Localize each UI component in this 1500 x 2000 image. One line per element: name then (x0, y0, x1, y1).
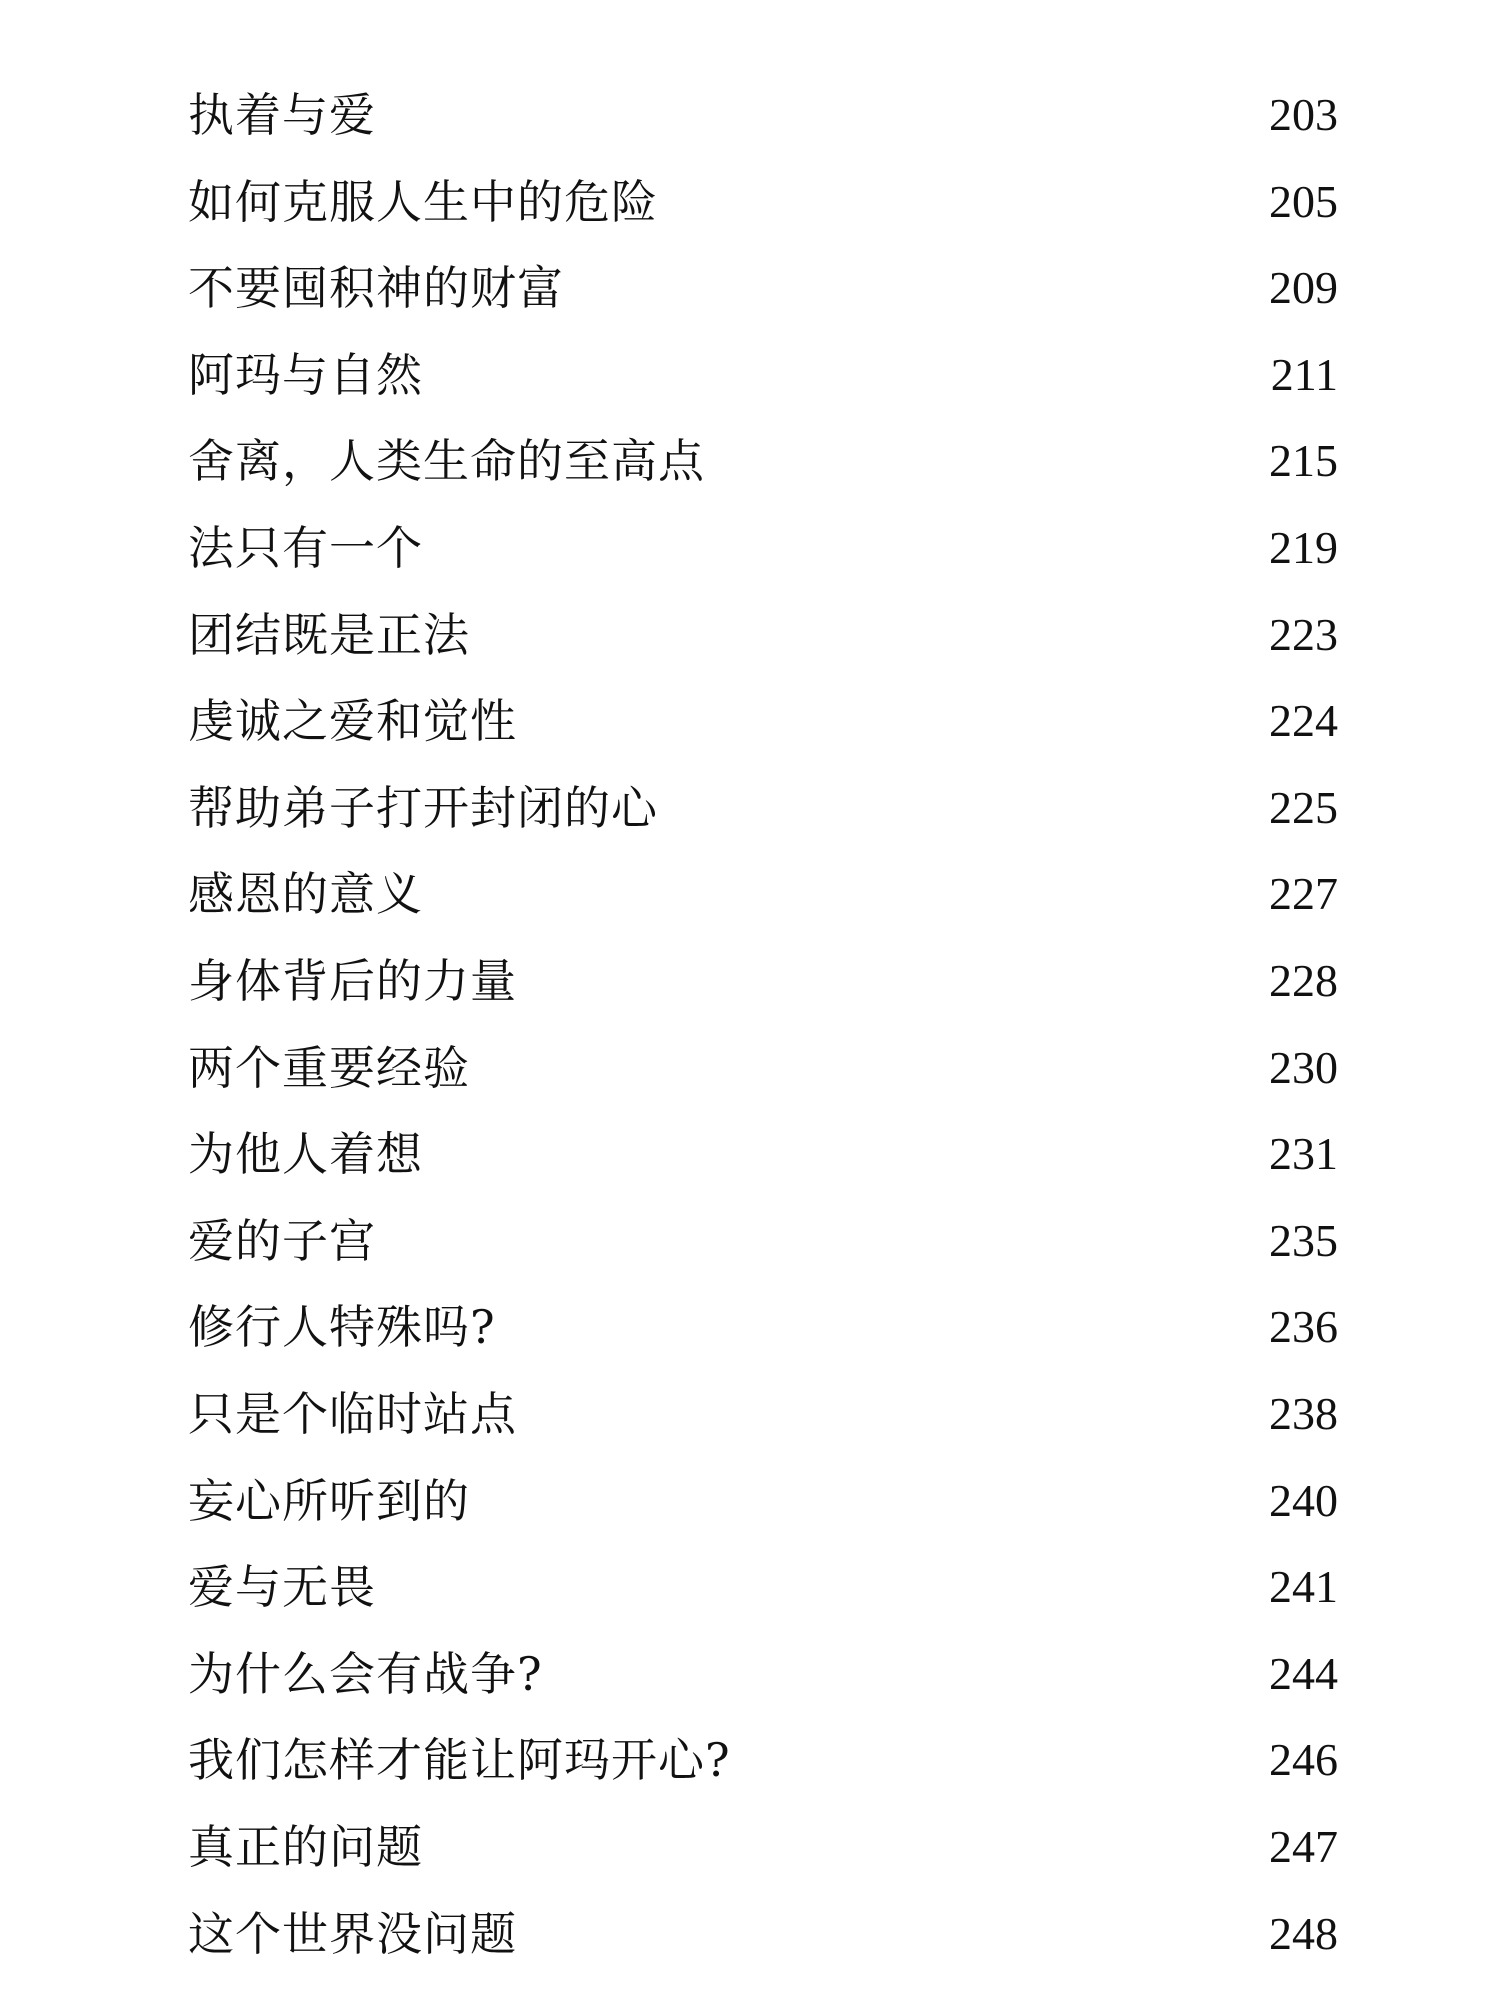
toc-entry-title: 身体背后的力量 (188, 954, 517, 1008)
toc-entry-title: 真正的问题 (188, 1820, 423, 1874)
toc-entry-page-number: 236 (1269, 1301, 1338, 1353)
toc-entry-title: 为什么会有战争? (188, 1646, 543, 1701)
toc-entry-page-number: 231 (1269, 1128, 1338, 1180)
toc-entry-page-number: 247 (1269, 1821, 1338, 1872)
toc-entry-title: 舍离，人类生命的至高点 (188, 434, 705, 489)
toc-entry-page-number: 244 (1269, 1647, 1338, 1699)
toc-entry-page-number: 224 (1269, 695, 1338, 747)
toc-entry (188, 1807, 1338, 1887)
toc-entry-page-number: 228 (1269, 955, 1338, 1006)
toc-entry-page-number: 227 (1269, 868, 1338, 920)
toc-entry (188, 595, 1338, 675)
toc-entry-page-number: 203 (1269, 89, 1338, 140)
toc-entry-title: 团结既是正法 (188, 607, 470, 662)
toc-entry-page-number: 235 (1269, 1214, 1338, 1266)
toc-entry (188, 1720, 1338, 1800)
toc-entry (188, 1201, 1338, 1281)
toc-entry (188, 1461, 1338, 1541)
toc-entry-page-number: 211 (1270, 348, 1338, 400)
toc-entry-title: 爱的子宫 (188, 1213, 376, 1268)
toc-entry-page-number: 230 (1269, 1041, 1338, 1093)
toc-entry-page-number: 241 (1269, 1561, 1338, 1613)
toc-entry-title: 执着与爱 (188, 88, 376, 142)
toc-entry-title: 帮助弟子打开封闭的心 (188, 780, 658, 835)
toc-entry-title: 感恩的意义 (188, 867, 423, 922)
toc-entry (188, 1287, 1338, 1367)
toc-entry (188, 1547, 1338, 1627)
toc-entry-title: 修行人特殊吗? (188, 1300, 496, 1355)
toc-entry (188, 1114, 1338, 1194)
toc-entry-title: 虔诚之爱和觉性 (188, 694, 517, 749)
toc-entry-page-number: 209 (1269, 262, 1338, 314)
toc-entry (188, 335, 1338, 415)
toc-entry-page-number: 205 (1269, 175, 1338, 227)
toc-entry-page-number: 215 (1269, 435, 1338, 487)
toc-entry (188, 508, 1338, 588)
toc-entry-title: 我们怎样才能让阿玛开心? (188, 1733, 731, 1788)
toc-entry-title: 两个重要经验 (188, 1040, 470, 1095)
toc-entry-page-number: 240 (1269, 1474, 1338, 1526)
toc-entry (188, 768, 1338, 848)
toc-entry (188, 162, 1338, 242)
toc-entry (188, 1894, 1338, 1974)
toc-entry (188, 421, 1338, 501)
toc-entry (188, 1374, 1338, 1454)
toc-entry-page-number: 223 (1269, 608, 1338, 660)
toc-entry-page-number: 238 (1269, 1388, 1338, 1439)
toc-entry-title: 阿玛与自然 (188, 347, 423, 402)
toc-entry-page-number: 225 (1269, 781, 1338, 833)
toc-entry (188, 941, 1338, 1021)
toc-entry-title: 法只有一个 (188, 521, 423, 575)
toc-entry (188, 854, 1338, 934)
toc-entry (188, 248, 1338, 328)
toc-entry-title: 只是个临时站点 (188, 1387, 517, 1441)
toc-entry (188, 1028, 1338, 1108)
toc-entry-page-number: 219 (1269, 522, 1338, 573)
toc-entry-title: 妄心所听到的 (188, 1473, 470, 1528)
toc-entry-title: 如何克服人生中的危险 (188, 174, 658, 229)
toc-entry-title: 为他人着想 (188, 1127, 423, 1182)
toc-entry-title: 这个世界没问题 (188, 1906, 517, 1961)
toc-entry (188, 1634, 1338, 1714)
toc-entry-page-number: 248 (1269, 1907, 1338, 1959)
toc-entry-page-number: 246 (1269, 1734, 1338, 1786)
toc-entry (188, 681, 1338, 761)
toc-entry-title: 爱与无畏 (188, 1560, 376, 1615)
toc-entry-title: 不要囤积神的财富 (188, 261, 564, 316)
toc-entry (188, 75, 1338, 155)
